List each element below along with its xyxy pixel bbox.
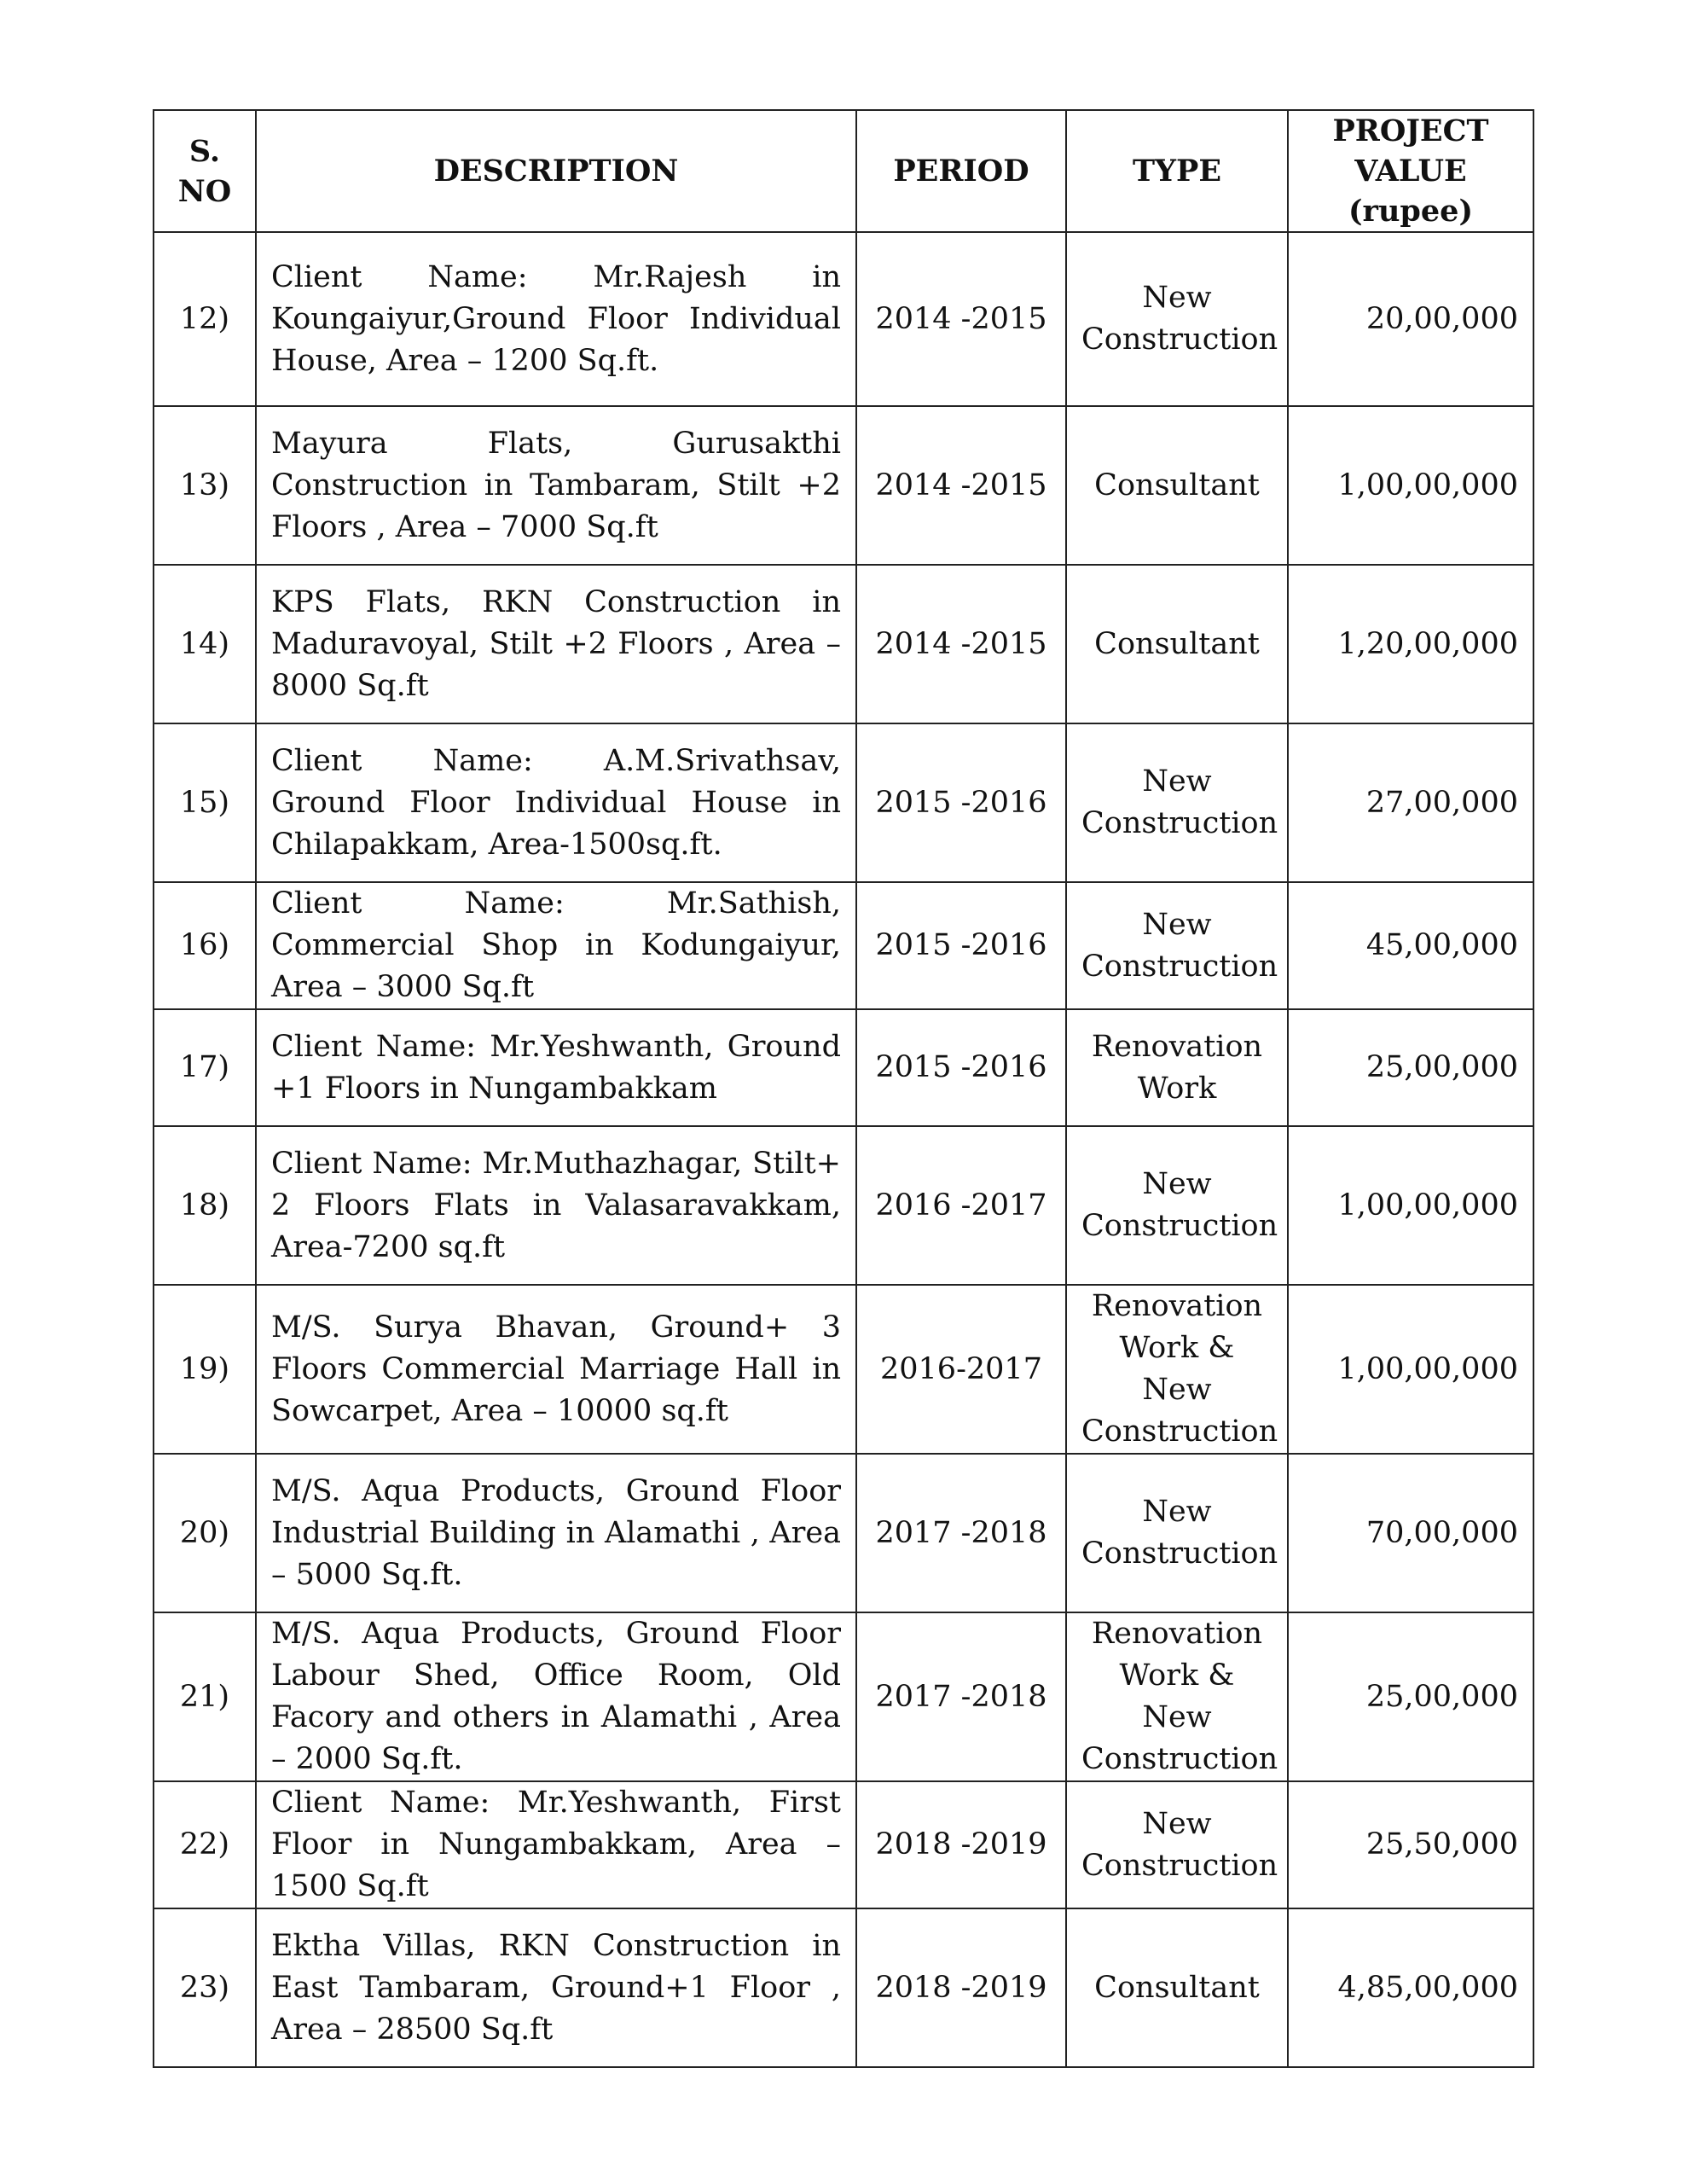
row-description: M/S. Aqua Products, Ground Floor Labour Shed, Office Room, Old Facory and others in Alamathi , Area – 2000 Sq.ft. — [256, 1612, 856, 1781]
header-description: DESCRIPTION — [256, 110, 856, 232]
table-row — [154, 1454, 1533, 1612]
projects-table — [153, 109, 1534, 2068]
row-period: 2015 -2016 — [856, 1009, 1066, 1126]
row-period: 2017 -2018 — [856, 1612, 1066, 1781]
table-header-row — [154, 110, 1533, 232]
row-description: M/S. Aqua Products, Ground Floor Industrial Building in Alamathi , Area – 5000 Sq.ft. — [256, 1454, 856, 1612]
row-value: 25,00,000 — [1288, 1612, 1533, 1781]
row-type: New Construction — [1066, 1781, 1288, 1908]
row-description: M/S. Surya Bhavan, Ground+ 3 Floors Commercial Marriage Hall in Sowcarpet, Area – 10000 sq.ft — [256, 1285, 856, 1454]
row-type: New Construction — [1066, 723, 1288, 882]
header-sno: S. NO — [154, 110, 256, 232]
row-type: New Construction — [1066, 232, 1288, 406]
table-row — [154, 1781, 1533, 1908]
row-description: Client Name: Mr.Muthazhagar, Stilt+ 2 Floors Flats in Valasaravakkam, Area-7200 sq.ft — [256, 1126, 856, 1285]
row-description: Ektha Villas, RKN Construction in East Tambaram, Ground+1 Floor , Area – 28500 Sq.ft — [256, 1908, 856, 2067]
row-type: New Construction — [1066, 1454, 1288, 1612]
row-value: 27,00,000 — [1288, 723, 1533, 882]
row-period: 2015 -2016 — [856, 882, 1066, 1009]
row-period: 2014 -2015 — [856, 406, 1066, 565]
row-period: 2017 -2018 — [856, 1454, 1066, 1612]
table-row — [154, 1285, 1533, 1454]
row-sno: 15) — [154, 723, 256, 882]
row-description: KPS Flats, RKN Construction in Maduravoyal, Stilt +2 Floors , Area – 8000 Sq.ft — [256, 565, 856, 723]
row-period: 2016-2017 — [856, 1285, 1066, 1454]
row-value: 25,50,000 — [1288, 1781, 1533, 1908]
row-description: Client Name: Mr.Yeshwanth, Ground +1 Floors in Nungambakkam — [256, 1009, 856, 1126]
row-sno: 17) — [154, 1009, 256, 1126]
table-row — [154, 1009, 1533, 1126]
row-sno: 23) — [154, 1908, 256, 2067]
row-period: 2014 -2015 — [856, 232, 1066, 406]
row-value: 20,00,000 — [1288, 232, 1533, 406]
row-description: Mayura Flats, Gurusakthi Construction in Tambaram, Stilt +2 Floors , Area – 7000 Sq.ft — [256, 406, 856, 565]
row-period: 2018 -2019 — [856, 1781, 1066, 1908]
row-value: 1,00,00,000 — [1288, 406, 1533, 565]
row-value: 70,00,000 — [1288, 1454, 1533, 1612]
row-type: Consultant — [1066, 406, 1288, 565]
row-value: 25,00,000 — [1288, 1009, 1533, 1126]
row-sno: 19) — [154, 1285, 256, 1454]
row-value: 4,85,00,000 — [1288, 1908, 1533, 2067]
row-value: 1,00,00,000 — [1288, 1285, 1533, 1454]
table-row — [154, 565, 1533, 723]
row-type: Renovation Work & New Construction — [1066, 1612, 1288, 1781]
table-row — [154, 232, 1533, 406]
header-period: PERIOD — [856, 110, 1066, 232]
row-type: Consultant — [1066, 565, 1288, 723]
table-row — [154, 1908, 1533, 2067]
table-row — [154, 406, 1533, 565]
row-sno: 13) — [154, 406, 256, 565]
row-sno: 20) — [154, 1454, 256, 1612]
row-type: Consultant — [1066, 1908, 1288, 2067]
table-row — [154, 882, 1533, 1009]
row-description: Client Name: Mr.Sathish, Commercial Shop in Kodungaiyur, Area – 3000 Sq.ft — [256, 882, 856, 1009]
row-period: 2016 -2017 — [856, 1126, 1066, 1285]
header-project-value: PROJECT VALUE (rupee) — [1288, 110, 1533, 232]
row-sno: 21) — [154, 1612, 256, 1781]
row-type: New Construction — [1066, 882, 1288, 1009]
row-value: 45,00,000 — [1288, 882, 1533, 1009]
row-sno: 12) — [154, 232, 256, 406]
row-sno: 18) — [154, 1126, 256, 1285]
table-row — [154, 723, 1533, 882]
row-type: New Construction — [1066, 1126, 1288, 1285]
row-description: Client Name: Mr.Yeshwanth, First Floor in Nungambakkam, Area – 1500 Sq.ft — [256, 1781, 856, 1908]
row-type: Renovation Work & New Construction — [1066, 1285, 1288, 1454]
row-period: 2014 -2015 — [856, 565, 1066, 723]
row-sno: 16) — [154, 882, 256, 1009]
row-value: 1,00,00,000 — [1288, 1126, 1533, 1285]
row-sno: 14) — [154, 565, 256, 723]
row-type: Renovation Work — [1066, 1009, 1288, 1126]
row-period: 2018 -2019 — [856, 1908, 1066, 2067]
table-row — [154, 1612, 1533, 1781]
table-row — [154, 1126, 1533, 1285]
row-sno: 22) — [154, 1781, 256, 1908]
row-value: 1,20,00,000 — [1288, 565, 1533, 723]
row-period: 2015 -2016 — [856, 723, 1066, 882]
row-description: Client Name: A.M.Srivathsav, Ground Floor Individual House in Chilapakkam, Area-1500sq.ft. — [256, 723, 856, 882]
header-type: TYPE — [1066, 110, 1288, 232]
row-description: Client Name: Mr.Rajesh in Koungaiyur,Ground Floor Individual House, Area – 1200 Sq.ft. — [256, 232, 856, 406]
